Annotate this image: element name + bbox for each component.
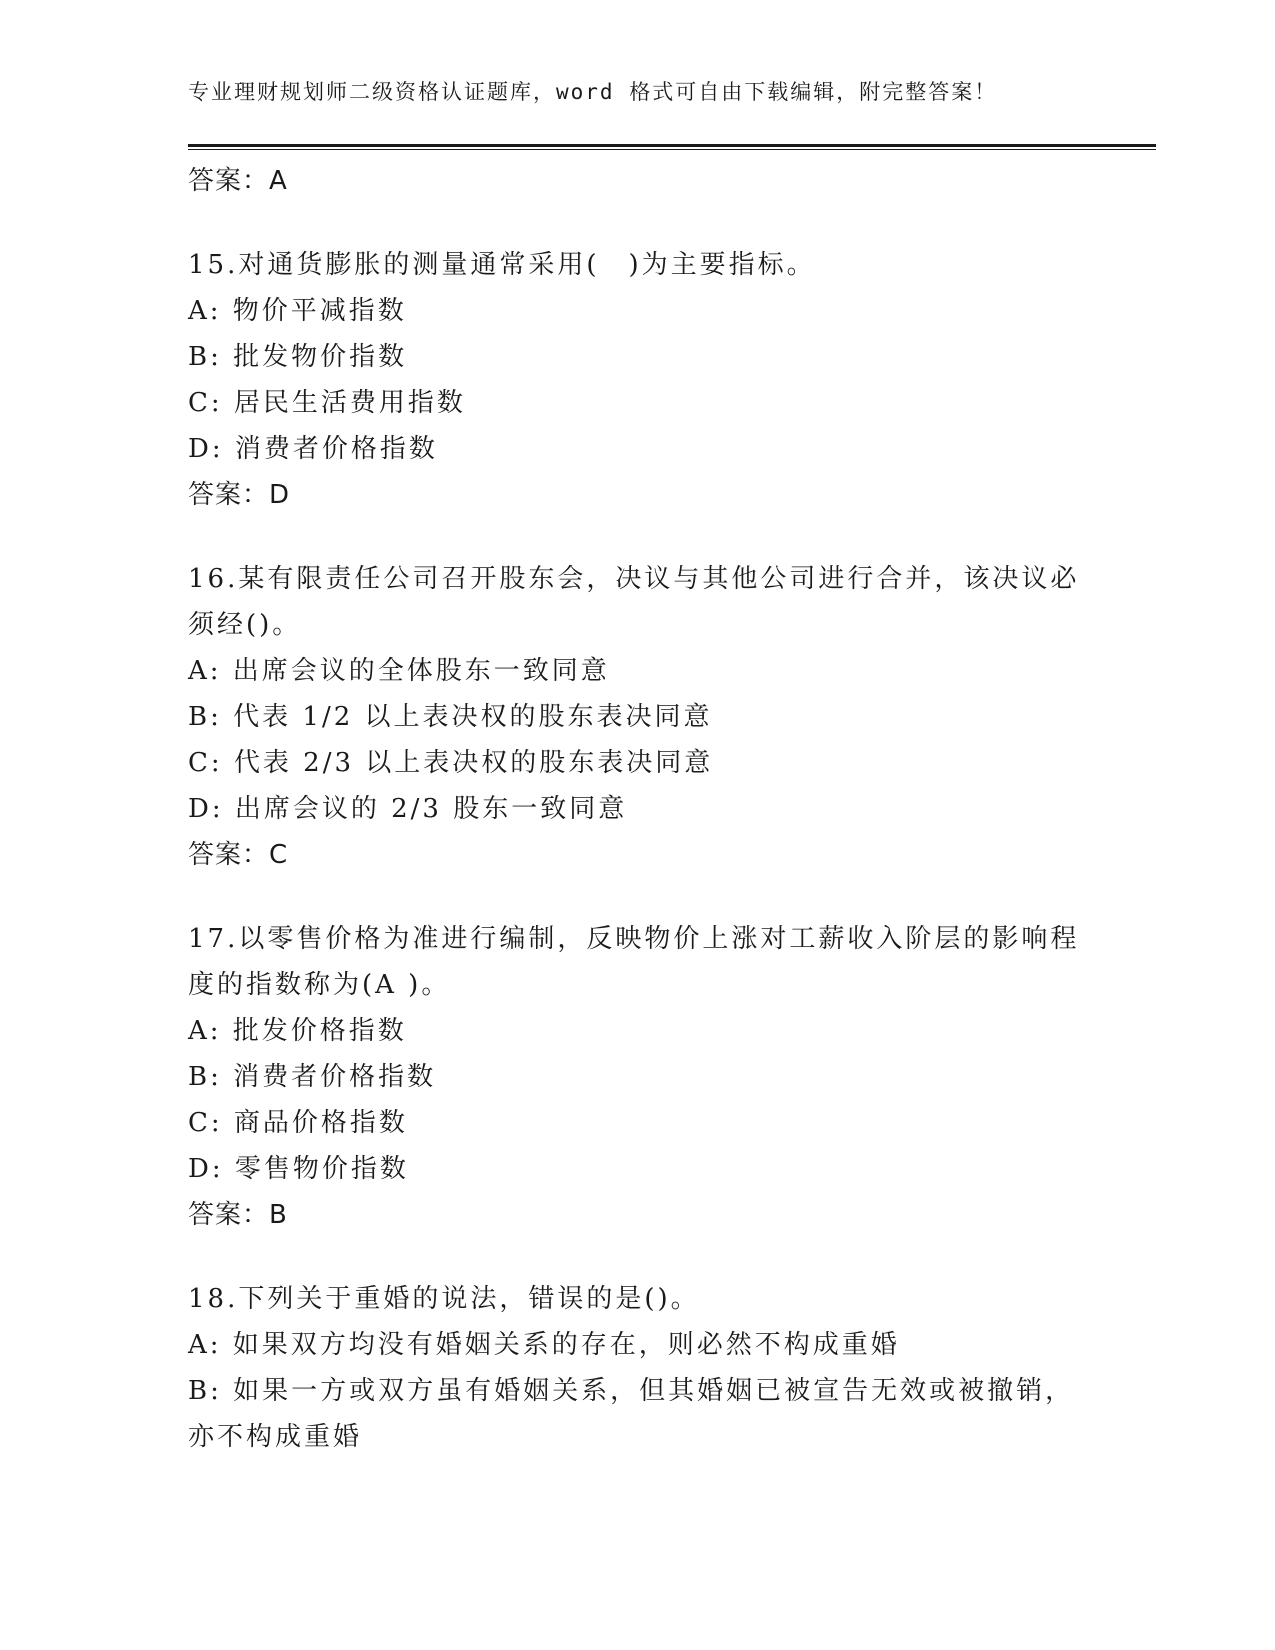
option-d: D: 出席会议的 2/3 股东一致同意 xyxy=(188,794,628,824)
option-c: C: 代表 2/3 以上表决权的股东表决同意 xyxy=(188,748,714,778)
option-d: D: 消费者价格指数 xyxy=(188,434,438,464)
question-block xyxy=(188,556,1088,878)
question-stem-cont: 须经()。 xyxy=(188,610,302,640)
question-stem: 17.以零售价格为准进行编制，反映物价上涨对工薪收入阶层的影响程 xyxy=(188,924,1080,954)
question-stem: 18.下列关于重婚的说法，错误的是()。 xyxy=(188,1284,700,1314)
option-a: A: 如果双方均没有婚姻关系的存在，则必然不构成重婚 xyxy=(188,1330,900,1360)
answer-line: 答案：C xyxy=(188,840,289,870)
header-rule-thick xyxy=(188,144,1156,147)
question-stem-cont: 度的指数称为(A )。 xyxy=(188,970,451,1000)
option-b: B: 如果一方或双方虽有婚姻关系，但其婚姻已被宣告无效或被撤销， xyxy=(188,1376,1075,1406)
answer-line: 答案：D xyxy=(188,480,291,510)
question-list xyxy=(188,158,1088,1460)
option-c: C: 商品价格指数 xyxy=(188,1108,408,1138)
question-block xyxy=(188,916,1088,1238)
option-b-cont: 亦不构成重婚 xyxy=(188,1422,363,1452)
question-block xyxy=(188,1276,1088,1460)
option-b: B: 代表 1/2 以上表决权的股东表决同意 xyxy=(188,702,713,732)
question-stem: 16.某有限责任公司召开股东会，决议与其他公司进行合并，该决议必 xyxy=(188,564,1080,594)
option-a: A: 物价平减指数 xyxy=(188,296,407,326)
option-d: D: 零售物价指数 xyxy=(188,1154,409,1184)
option-b: B: 批发物价指数 xyxy=(188,342,408,372)
question-stem: 15.对通货膨胀的测量通常采用( )为主要指标。 xyxy=(188,250,816,280)
question-block xyxy=(188,242,1088,518)
option-b: B: 消费者价格指数 xyxy=(188,1062,437,1092)
page-header: 专业理财规划师二级资格认证题库，word 格式可自由下载编辑，附完整答案！ xyxy=(188,80,998,104)
answer-line: 答案：B xyxy=(188,1200,288,1230)
option-a: A: 出席会议的全体股东一致同意 xyxy=(188,656,610,686)
option-a: A: 批发价格指数 xyxy=(188,1016,407,1046)
header-rule-thin xyxy=(188,149,1156,150)
option-c: C: 居民生活费用指数 xyxy=(188,388,466,418)
answer-line: 答案：A xyxy=(188,166,288,196)
